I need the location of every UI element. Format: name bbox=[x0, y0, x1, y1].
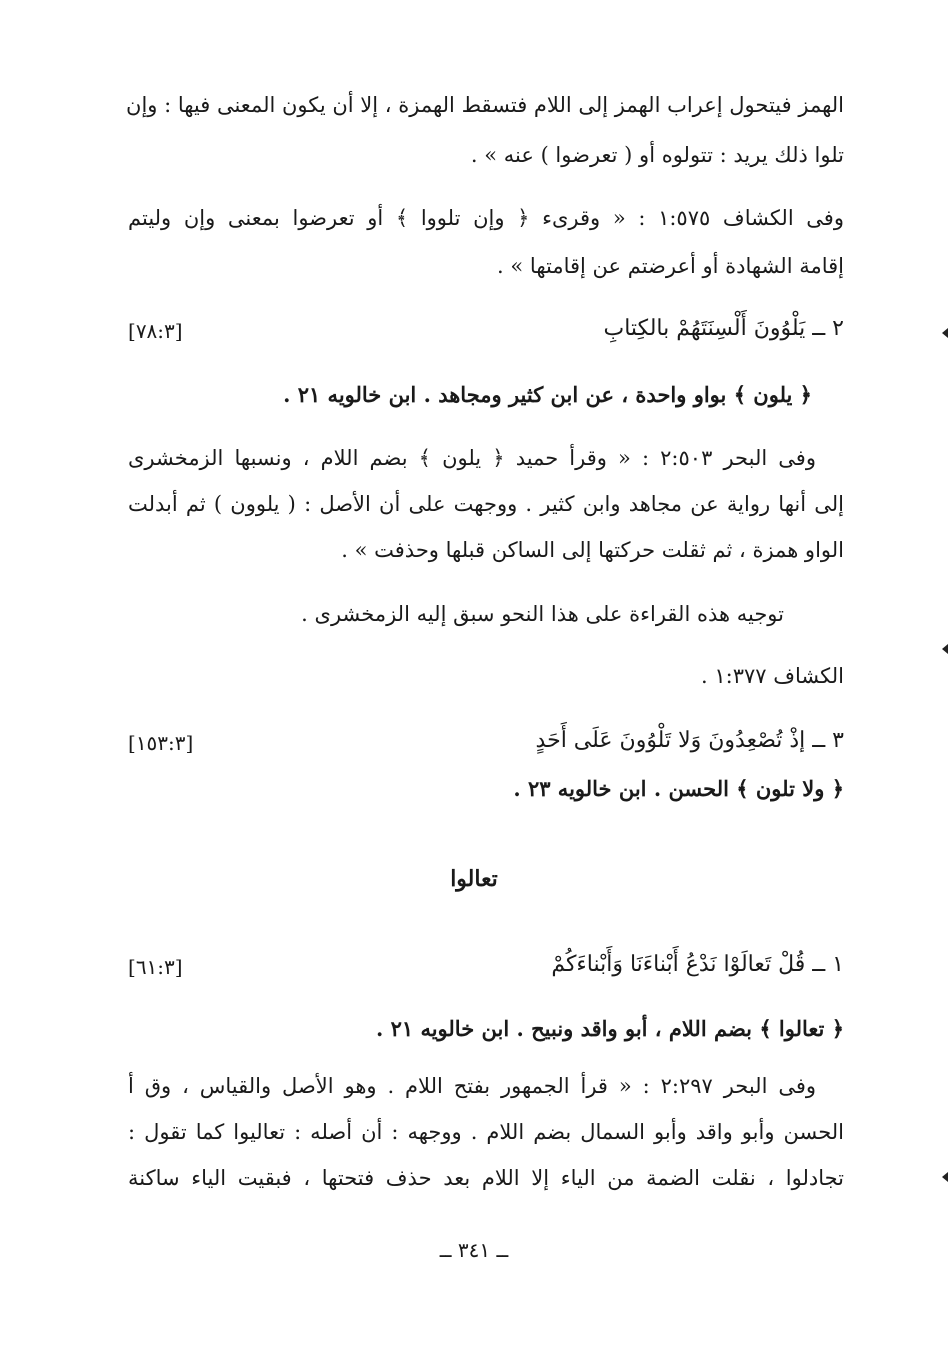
text-line: وفى الكشاف ١:٥٧٥ : « وقرىء ﴿ وإن تلووا ﴾ أو تعرضوا بمعنى وإن وليتم bbox=[128, 206, 844, 230]
text-line: وفى البحر ٢:٢٩٧ : « قرأ الجمهور بفتح اللام . وهو الأصل والقياس ، وق أ bbox=[128, 1074, 817, 1098]
text-line: الحسن وأبو واقد وأبو السمال بضم اللام . ووجهه : أن أصله : تعاليوا كما تقول : bbox=[128, 1120, 844, 1144]
text-line: إلى أنها رواية عن مجاهد وابن كثير . ووجهت على أن الأصل : ( يلوون ) ثم أبدلت bbox=[128, 492, 844, 516]
text-line: الهمز فيتحول إعراب الهمز إلى اللام فتسقط الهمزة ، إلا أن يكون المعنى فيها : وإن bbox=[126, 93, 844, 117]
text-line: تجادلوا ، نقلت الضمة من الياء إلا اللام بعد حذف فتحتها ، فبقيت الياء ساكنة bbox=[128, 1166, 844, 1190]
verse-reference: [٧٨:٣] bbox=[128, 319, 183, 343]
text-line: إقامة الشهادة أو أعرضتم عن إقامتها » . bbox=[497, 254, 844, 278]
verse-reference: [٦١:٣] bbox=[128, 955, 183, 979]
text-line: وفى البحر ٢:٥٠٣ : « وقرأ حميد ﴿ يلون ﴾ بضم اللام ، ونسبها الزمخشرى bbox=[128, 446, 816, 470]
text-line: الواو همزة ، ثم ثقلت حركتها إلى الساكن قبلها وحذفت » . bbox=[341, 538, 844, 562]
text-line: تلوا ذلك يريد : تتولوه أو ( تعرضوا ) عنه » . bbox=[470, 143, 844, 167]
page-number: ــ ٣٤١ ــ bbox=[439, 1238, 509, 1262]
verse-reference: [١٥٣:٣] bbox=[128, 731, 194, 755]
reading-note: ﴿ ولا تلون ﴾ الحسن . ابن خالويه ٢٣ . bbox=[513, 776, 844, 801]
text-line: الكشاف ١:٣٧٧ . bbox=[701, 664, 844, 688]
verse-line: ٣ ــ إذْ تُصْعِدُونَ وَلا تَلْوُونَ عَلَى أَحَدٍ bbox=[535, 728, 844, 753]
verse-line: ١ ــ قُلْ تَعالَوْا نَدْعُ أَبْناءَنَا وَأَبْناءَكُمْ bbox=[551, 952, 844, 977]
scan-edge-mark bbox=[942, 1172, 948, 1182]
verse-line: ٢ ــ يَلْوُونَ أَلْسِنَتَهُمْ بالكِتابِ bbox=[603, 316, 844, 341]
text-line: توجيه هذه القراءة على هذا النحو سبق إليه الزمخشرى . bbox=[301, 602, 784, 626]
reading-note: ﴿ يلون ﴾ بواو واحدة ، عن ابن كثير ومجاهد . ابن خالويه ٢١ . bbox=[283, 382, 812, 407]
section-heading: تعالوا bbox=[450, 866, 498, 892]
scan-edge-mark bbox=[942, 644, 948, 654]
reading-note: ﴿ تعالوا ﴾ بضم اللام ، أبو واقد ونبيح . ابن خالويه ٢١ . bbox=[375, 1016, 844, 1041]
scan-edge-mark bbox=[942, 328, 948, 338]
